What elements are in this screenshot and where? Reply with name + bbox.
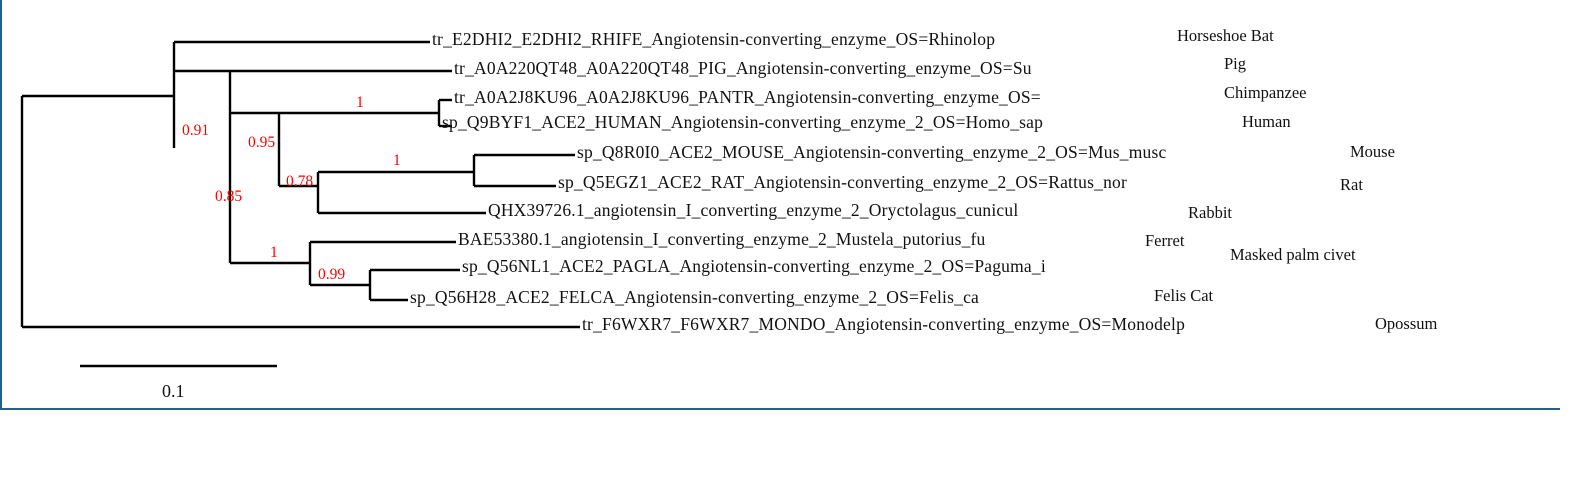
taxon-label: QHX39726.1_angiotensin_I_converting_enzyme_2_Oryctolagus_cunicul (488, 200, 1019, 220)
common-name-label: Rabbit (1188, 203, 1232, 222)
scale-bar (2, 0, 1562, 410)
branch-support-value: 0.99 (318, 266, 346, 283)
taxon-label: tr_F6WXR7_F6WXR7_MONDO_Angiotensin-converting_enzyme_OS=Monodelp (582, 314, 1186, 334)
branch-support-value: 0.78 (286, 173, 314, 190)
taxon-label: sp_Q9BYF1_ACE2_HUMAN_Angiotensin-converting_enzyme_2_OS=Homo_sap (442, 112, 1044, 132)
taxon-label: sp_Q56NL1_ACE2_PAGLA_Angiotensin-converting_enzyme_2_OS=Paguma_i (462, 256, 1046, 276)
branch-support-value: 1 (270, 244, 278, 261)
scale-bar-label: 0.1 (162, 381, 185, 401)
common-name-label: Opossum (1375, 314, 1438, 333)
branch-support-value: 0.91 (182, 122, 210, 139)
common-name-label: Ferret (1145, 231, 1185, 250)
taxon-label: sp_Q5EGZ1_ACE2_RAT_Angiotensin-converting_enzyme_2_OS=Rattus_nor (558, 172, 1127, 192)
branch-support-value: 0.95 (248, 134, 276, 151)
common-name-label: Masked palm civet (1230, 245, 1356, 264)
branch-support-value: 1 (356, 94, 364, 111)
common-name-label: Chimpanzee (1224, 83, 1307, 102)
branch-support-value: 0.85 (215, 188, 243, 205)
taxon-label: sp_Q56H28_ACE2_FELCA_Angiotensin-converting_enzyme_2_OS=Felis_ca (410, 287, 979, 307)
common-name-label: Felis Cat (1154, 286, 1214, 305)
common-name-label: Pig (1224, 54, 1247, 73)
taxon-label: BAE53380.1_angiotensin_I_converting_enzyme_2_Mustela_putorius_fu (458, 229, 986, 249)
common-name-label: Rat (1340, 175, 1363, 194)
taxon-label: tr_A0A220QT48_A0A220QT48_PIG_Angiotensin-converting_enzyme_OS=Su (454, 58, 1032, 78)
taxon-label: tr_E2DHI2_E2DHI2_RHIFE_Angiotensin-converting_enzyme_OS=Rhinolop (432, 29, 996, 49)
branch-support-value: 1 (393, 152, 401, 169)
taxon-label: tr_A0A2J8KU96_A0A2J8KU96_PANTR_Angiotensin-converting_enzyme_OS= (454, 87, 1041, 107)
common-name-label: Mouse (1350, 142, 1395, 161)
common-name-label: Human (1242, 112, 1291, 131)
common-name-label: Horseshoe Bat (1177, 26, 1274, 45)
taxon-label: sp_Q8R0I0_ACE2_MOUSE_Angiotensin-converting_enzyme_2_OS=Mus_musc (577, 142, 1167, 162)
